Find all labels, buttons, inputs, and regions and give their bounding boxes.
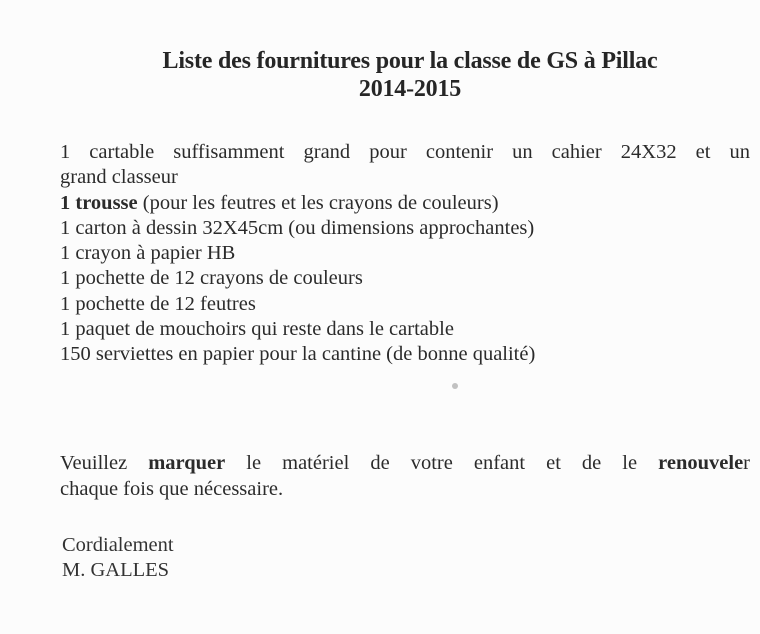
note-text: Veuillez — [60, 452, 149, 474]
list-item-feutres: 1 pochette de 12 feutres — [60, 292, 256, 315]
list-item-crayon-papier: 1 crayon à papier HB — [60, 242, 236, 265]
scan-speck — [452, 383, 458, 389]
list-item-trousse — [60, 191, 750, 216]
note-text: le matériel de votre enfant et de le — [225, 452, 659, 474]
title-line-2-school-year: 2014-2015 — [358, 76, 462, 102]
title-line-1: Liste des fournitures pour la classe de GS à Pillac — [162, 48, 658, 74]
signature-block — [62, 533, 174, 583]
signature-name: M. GALLES — [62, 559, 170, 581]
item-emphasis: 1 trousse — [60, 191, 138, 214]
closing-text: Cordialement — [62, 534, 174, 556]
instruction-line-1 — [60, 450, 750, 476]
note-emphasis-renouveler: renouvele — [658, 452, 744, 474]
supply-list — [60, 140, 750, 368]
document-title — [60, 47, 760, 103]
list-item-serviettes: 150 serviettes en papier pour la cantine (de bonne qualité) — [60, 343, 536, 366]
item-detail: (pour les feutres et les crayons de couleurs) — [137, 191, 499, 214]
list-item-mouchoirs: 1 paquet de mouchoirs qui reste dans le cartable — [60, 318, 454, 341]
instruction-line-2: chaque fois que nécessaire. — [60, 478, 284, 500]
note-text: r — [743, 452, 750, 474]
list-item-carton: 1 carton à dessin 32X45cm (ou dimensions approchantes) — [60, 216, 535, 239]
note-emphasis-marquer: marquer — [148, 452, 226, 474]
list-item-crayons-couleurs: 1 pochette de 12 crayons de couleurs — [60, 267, 363, 290]
instruction-paragraph — [60, 450, 750, 502]
list-item-cartable: 1 cartable suffisamment grand pour contenir un cahier 24X32 et un — [60, 141, 750, 163]
list-item-cartable-continued: grand classeur — [60, 166, 178, 189]
